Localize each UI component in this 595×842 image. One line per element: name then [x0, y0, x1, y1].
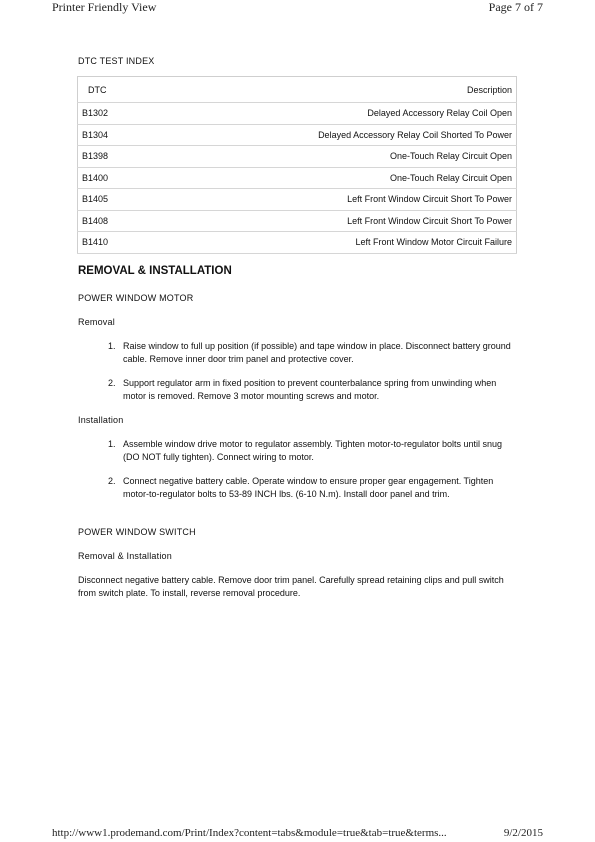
dtc-description: Left Front Window Circuit Short To Power — [146, 210, 517, 232]
dtc-description: Left Front Window Motor Circuit Failure — [146, 232, 517, 254]
dtc-description: One-Touch Relay Circuit Open — [146, 146, 517, 168]
step-text: Support regulator arm in fixed position to prevent counterbalance spring from unwinding when motor is removed. Remove 3 motor mounting screws and motor. — [123, 378, 497, 401]
table-row — [78, 210, 517, 232]
section-heading-removal-installation: REMOVAL & INSTALLATION — [78, 265, 232, 277]
dtc-description: Left Front Window Circuit Short To Power — [146, 189, 517, 211]
dtc-code: B1398 — [78, 146, 147, 168]
step-text: Connect negative battery cable. Operate window to ensure proper gear engagement. Tighten motor-to-regulator bolts to 53-89 INCH lbs. (6-10 N.m). Install door panel and trim. — [123, 476, 494, 499]
dtc-code: B1405 — [78, 189, 147, 211]
list-item: 1. Raise window to full up position (if possible) and tape window in place. Disconnect battery ground cable. Remove inner door trim panel and protective cover. — [108, 341, 511, 364]
motor-removal-subtitle: Removal — [78, 317, 115, 327]
dtc-code: B1408 — [78, 210, 147, 232]
table-row — [78, 167, 517, 189]
switch-subtitle: Removal & Installation — [78, 551, 172, 561]
step-text: Raise window to full up position (if possible) and tape window in place. Disconnect battery ground cable. Remove inner door trim panel and protective cover. — [123, 341, 511, 364]
column-header-description: Description — [146, 77, 517, 103]
list-item: 1. Assemble window drive motor to regulator assembly. Tighten motor-to-regulator bolts until snug (DO NOT fully tighten). Connect wiring to motor. — [108, 439, 503, 462]
list-item: 2. Connect negative battery cable. Operate window to ensure proper gear engagement. Tighten motor-to-regulator bolts to 53-89 INCH lbs. (6-10 N.m). Install door panel and trim. — [108, 476, 494, 499]
dtc-table — [77, 76, 517, 254]
footer-url: http://www1.prodemand.com/Print/Index?content=tabs&module=true&tab=true&terms... — [52, 827, 447, 839]
dtc-index-title: DTC TEST INDEX — [78, 56, 155, 66]
motor-installation-subtitle: Installation — [78, 415, 124, 425]
dtc-code: B1410 — [78, 232, 147, 254]
table-header-row — [78, 77, 517, 103]
page-number: Page 7 of 7 — [488, 0, 543, 14]
dtc-description: One-Touch Relay Circuit Open — [146, 167, 517, 189]
dtc-code: B1304 — [78, 124, 147, 146]
motor-removal-steps — [108, 340, 520, 414]
table-row — [78, 232, 517, 254]
list-item: 2. Support regulator arm in fixed position to prevent counterbalance spring from unwinding when motor is removed. Remove 3 motor mounting screws and motor. — [108, 378, 497, 401]
table-row — [78, 103, 517, 125]
motor-installation-steps — [108, 438, 520, 512]
dtc-code: B1302 — [78, 103, 147, 125]
step-text: Assemble window drive motor to regulator assembly. Tighten motor-to-regulator bolts until snug (DO NOT fully tighten). Connect wiring to motor. — [123, 439, 503, 462]
footer-date: 9/2/2015 — [503, 827, 543, 839]
dtc-description: Delayed Accessory Relay Coil Shorted To Power — [146, 124, 517, 146]
table-row — [78, 146, 517, 168]
table-row — [78, 189, 517, 211]
switch-instructions: Disconnect negative battery cable. Remove door trim panel. Carefully spread retaining clips and pull switch from switch plate. To install, reverse removal procedure. — [78, 575, 504, 598]
dtc-description: Delayed Accessory Relay Coil Open — [146, 103, 517, 125]
dtc-code: B1400 — [78, 167, 147, 189]
switch-section-title: POWER WINDOW SWITCH — [78, 527, 196, 537]
table-row — [78, 124, 517, 146]
motor-section-title: POWER WINDOW MOTOR — [78, 293, 194, 303]
column-header-dtc: DTC — [78, 77, 147, 103]
header-title: Printer Friendly View — [52, 0, 157, 14]
